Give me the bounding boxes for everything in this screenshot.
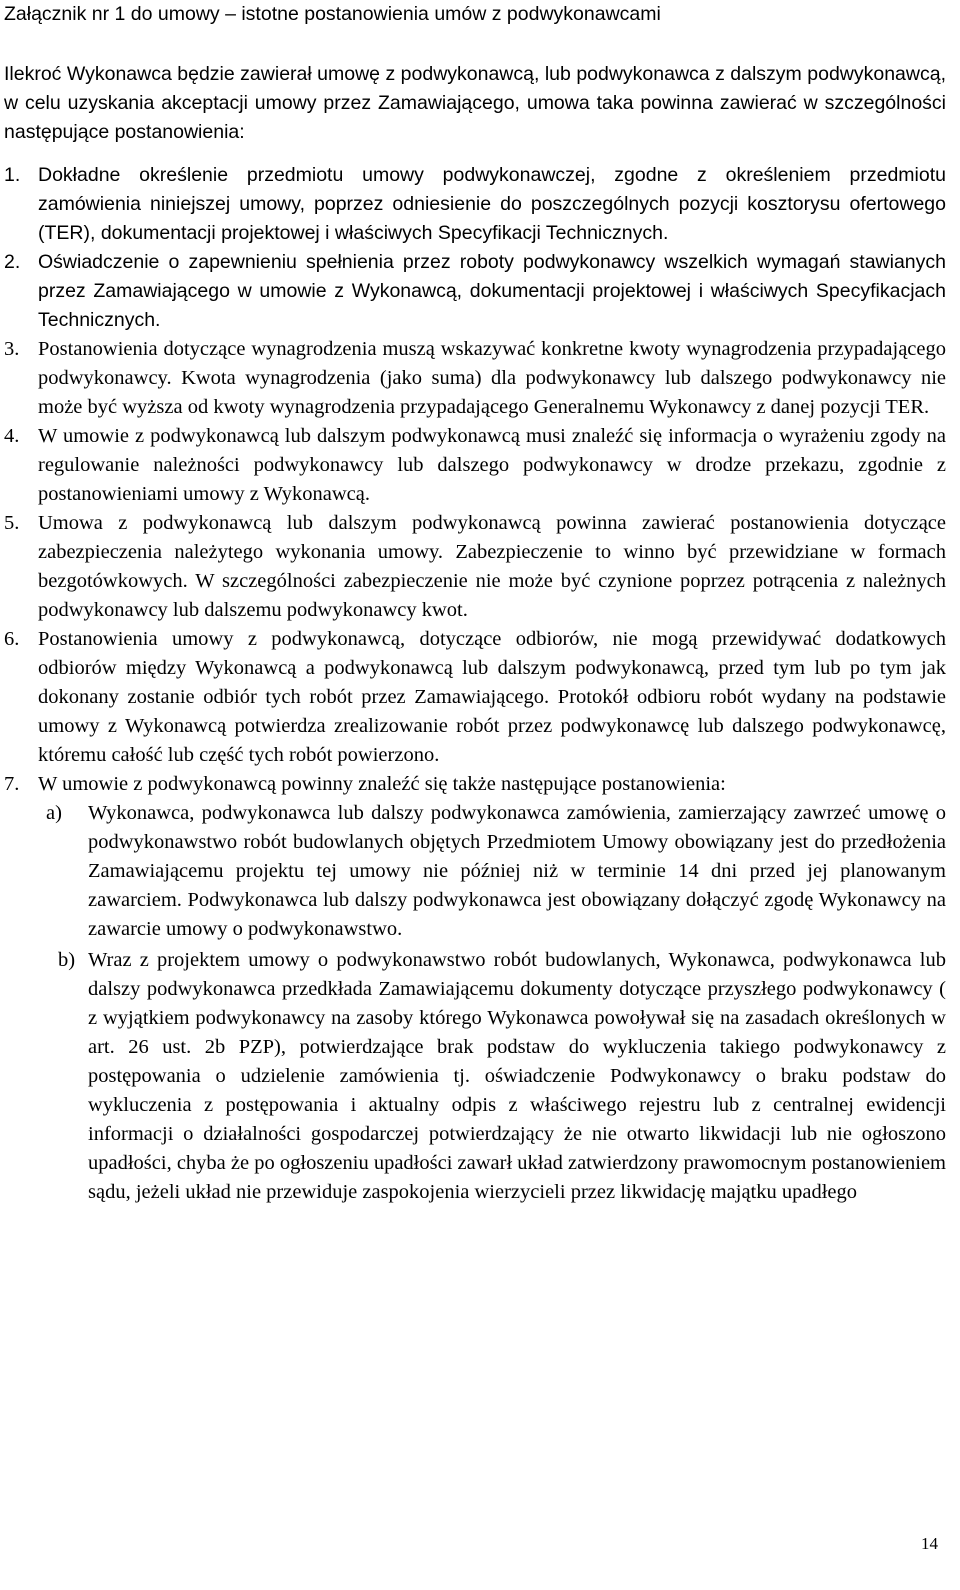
list-item <box>4 770 946 799</box>
provisions-list <box>4 161 946 799</box>
item-text: W umowie z podwykonawcą powinny znaleźć się także następujące postanowienia: <box>38 773 726 795</box>
item-number: 5. <box>4 512 20 534</box>
document-title: Załącznik nr 1 do umowy – istotne postanowienia umów z podwykonawcami <box>4 3 661 25</box>
item-number: 6. <box>4 628 20 650</box>
item-text: W umowie z podwykonawcą lub dalszym podwykonawcą musi znaleźć się informacja o wyrażeniu zgody na regulowanie należności podwykonawcy lub dalszego podwykonawcy w drodze przekazu, zgodnie z postanowieniami umowy z Wykonawcą. <box>38 425 946 505</box>
sub-item-letter: a) <box>46 802 62 824</box>
item-number: 7. <box>4 773 20 795</box>
item-text: Postanowienia dotyczące wynagrodzenia muszą wskazywać konkretne kwoty wynagrodzenia przypadającego podwykonawcy. Kwota wynagrodzenia (jako suma) dla podwykonawcy lub dalszego podwykonawcy nie może być wyższa od kwoty wynagrodzenia przypadającego Generalnemu Wykonawcy z danej pozycji TER. <box>38 338 946 418</box>
item-number: 1. <box>4 164 21 186</box>
item-number: 4. <box>4 425 20 447</box>
item-text: Dokładne określenie przedmiotu umowy podwykonawczej, zgodne z określeniem przedmiotu zamówienia niniejszej umowy, poprzez odniesienie do poszczególnych pozycji kosztorysu ofertowego (TER), dokumentacji projektowej i właściwych Specyfikacji Technicznych. <box>38 164 946 244</box>
list-item <box>4 625 946 770</box>
item-text: Postanowienia umowy z podwykonawcą, dotyczące odbiorów, nie mogą przewidywać dodatkowych odbiorów między Wykonawcą a podwykonawcą lub dalszym podwykonawcą, przed tym lub po tym jak dokonany zostanie odbiór tych robót przez Zamawiającego. Protokół odbioru robót wydany na podstawie umowy z Wykonawcą potwierdza zrealizowanie robót przez podwykonawcę lub dalszego podwykonawcę, któremu całość lub część tych robót powierzono. <box>38 628 946 766</box>
list-item <box>4 161 946 248</box>
list-item <box>4 248 946 335</box>
sub-list-item <box>16 946 946 1207</box>
sub-list-item <box>16 799 946 944</box>
sub-item-letter: b) <box>58 949 76 971</box>
document-page <box>4 0 946 1207</box>
sub-provisions-list <box>4 799 946 1207</box>
item-number: 2. <box>4 251 21 273</box>
sub-item-text: Wykonawca, podwykonawca lub dalszy podwykonawca zamówienia, zamierzający zawrzeć umowę o podwykonawstwo robót budowlanych objętych Przedmiotem Umowy obowiązany jest do przedłożenia Zamawiającemu projektu tej umowy nie później niż w terminie 14 dni przed jej planowanym zawarciem. Podwykonawca lub dalszy podwykonawca jest obowiązany dołączyć zgodę Wykonawcy na zawarcie umowy o podwykonawstwo. <box>88 802 946 940</box>
list-item <box>4 509 946 625</box>
item-text: Oświadczenie o zapewnieniu spełnienia przez roboty podwykonawcy wszelkich wymagań stawianych przez Zamawiającego w umowie z Wykonawcą, dokumentacji projektowej i właściwych Specyfikacjach Technicznych. <box>38 251 946 331</box>
list-item <box>4 422 946 509</box>
intro-paragraph: Ilekroć Wykonawca będzie zawierał umowę z podwykonawcą, lub podwykonawca z dalszym podwykonawcą, w celu uzyskania akceptacji umowy przez Zamawiającego, umowa taka powinna zawierać w szczególności następujące postanowienia: <box>4 63 946 143</box>
list-item <box>4 335 946 422</box>
item-text: Umowa z podwykonawcą lub dalszym podwykonawcą powinna zawierać postanowienia dotyczące zabezpieczenia należytego wykonania umowy. Zabezpieczenie to winno być przewidziane w formach bezgotówkowych. W szczególności zabezpieczenie nie może być czynione poprzez potrącenia z należnych podwykonawcy lub dalszemu podwykonawcy kwot. <box>38 512 946 621</box>
item-number: 3. <box>4 338 20 360</box>
page-number: 14 <box>921 1534 938 1553</box>
sub-item-text: Wraz z projektem umowy o podwykonawstwo robót budowlanych, Wykonawca, podwykonawca lub dalszy podwykonawca przedkłada Zamawiającemu dokumenty dotyczące przyszłego podwykonawcy ( z wyjątkiem podwykonawcy na zasoby którego Wykonawca powoływał się na zasadach określonych w art. 26 ust. 2b PZP), potwierdzające brak podstaw do wykluczenia takiego podwykonawcy z postępowania o udzielenie zamówienia tj. oświadczenie Podwykonawcy o braku podstaw do wykluczenia z postępowania i aktualny odpis z właściwego rejestru lub z centralnej ewidencji informacji o działalności gospodarczej potwierdzający że nie otwarto likwidacji lub nie ogłoszono upadłości, chyba że po ogłoszeniu upadłości zawarł układ zatwierdzony prawomocnym postanowieniem sądu, jeżeli układ nie przewiduje zaspokojenia wierzycieli przez likwidację majątku upadłego <box>88 949 946 1203</box>
